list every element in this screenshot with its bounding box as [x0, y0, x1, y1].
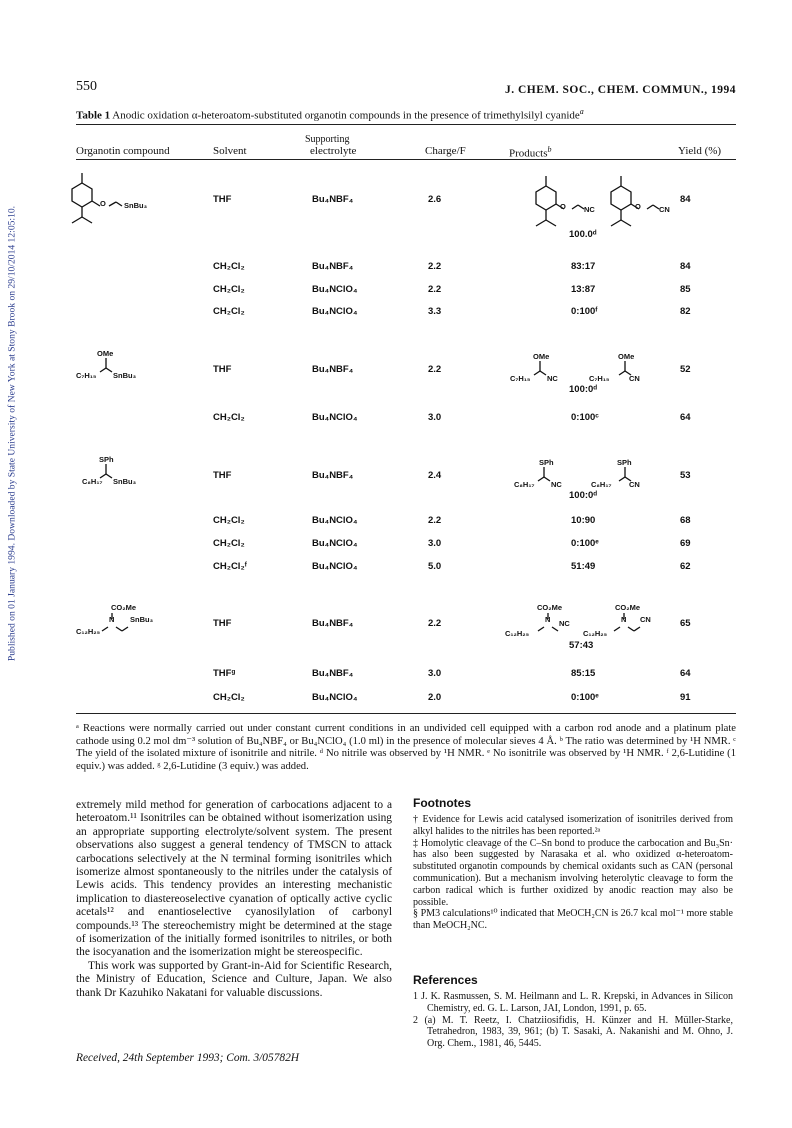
row-charge: 3.3 [428, 306, 442, 317]
s2-ome: OMe [97, 349, 114, 358]
row-electrolyte: Bu₄NClO₄ [312, 692, 358, 703]
s1-oxygen: O [100, 199, 106, 208]
footnote-item: ‡ Homolytic cleavage of the C–Sn bond to produce the carbocation and Bu₃Sn· has also been suggested by Narasaka et al. who oxidized α-heteroatom-substituted organotin compounds by chemical oxidants such as CAN (personal communication). But a mechanism involving heterolytic cleavage to form the carbon radical which is further oxidized by anodic reaction may also be possible. [413, 837, 733, 908]
s2-isonitrile-label: NC [547, 374, 558, 383]
s4-product2-nitrogen: N [621, 615, 627, 624]
header-solvent: Solvent [213, 145, 247, 157]
acknowledgement-paragraph: This work was supported by Grant-in-Aid for Scientific Research, the Ministry of Education, Science and Culture, Japan. We also thank Dr Kazuhiko Nakatani for valuable discussions. [76, 959, 392, 999]
s3-product-sph: SPh [539, 458, 554, 467]
row-yield: 64 [680, 412, 691, 423]
s2-product-alkyl: C₇H₁₅ [510, 374, 531, 383]
row-solvent: THF [213, 194, 232, 205]
page-number: 550 [76, 79, 97, 94]
row-solvent: CH₂Cl₂ [213, 538, 245, 549]
row-charge: 2.4 [428, 470, 442, 481]
row-yield: 64 [680, 668, 691, 679]
s4-alkyl: C₁₂H₂₅ [76, 627, 101, 636]
row-charge: 2.2 [428, 618, 442, 629]
row-yield: 84 [680, 194, 691, 205]
s3-sph: SPh [99, 455, 114, 464]
s1-isonitrile-label: NC [584, 205, 595, 214]
s2-product-ome: OMe [533, 352, 550, 361]
s2-product2-ome: OMe [618, 352, 635, 361]
row-electrolyte: Bu₄NClO₄ [312, 538, 358, 549]
s1-product-oxygen: O [560, 202, 566, 211]
row-products: 0:100ᶠ [571, 306, 598, 317]
row-products: 0:100ᶜ [571, 412, 599, 423]
row-charge: 3.0 [428, 538, 442, 549]
journal-running-head: J. CHEM. SOC., CHEM. COMMUN., 1994 [504, 84, 736, 96]
row-yield: 62 [680, 561, 691, 572]
reference-item: 2 (a) M. T. Reetz, I. Chatziiosifidis, H. Künzer and H. Müller-Starke, Tetrahedron, 1983, 39, 961; (b) T. Sasaki, A. Nakanishi and M. Ohno, J. Org. Chem., 1981, 46, 5445. [413, 1014, 733, 1050]
row-solvent: CH₂Cl₂ [213, 515, 245, 526]
table-footnote: ᵃ Reactions were normally carried out under constant current conditions in an undivided cell equipped with a carbon rod anode and a platinum plate cathode using 0.2 mol dm⁻³ solution of Bu₄NBF₄ or Bu₄NClO₄ (1.0 ml) in the presence of molecular sieves 4 Å. ᵇ The ratio was determined by ¹H NMR. ᶜ The yield of the isolated mixture of isonitrile and nitrile. ᵈ No nitrile was observed by ¹H NMR. ᵉ No isonitrile was observed by ¹H NMR. ᶠ 2,6-Lutidine (1 equiv.) was added. ᵍ 2,6-Lutidine (3 equiv.) was added. [76, 723, 736, 772]
row-yield: 65 [680, 618, 691, 629]
row-charge: 5.0 [428, 561, 442, 572]
row-charge: 3.0 [428, 668, 442, 679]
references-list [413, 991, 733, 1050]
table-caption [76, 107, 584, 122]
header-products-sup: b [547, 145, 552, 154]
s4-nitrogen: N [109, 615, 115, 624]
row-yield: 52 [680, 364, 691, 375]
table-top-rule [76, 124, 736, 125]
row-yield: 85 [680, 284, 691, 295]
structure-menthyl-nitrile [603, 172, 693, 242]
row-solvent: CH₂Cl₂ [213, 692, 245, 703]
s3-tin: SnBu₃ [113, 477, 137, 486]
row-charge: 3.0 [428, 412, 442, 423]
row-solvent: THF [213, 618, 232, 629]
row-electrolyte: Bu₄NBF₄ [312, 618, 354, 629]
row-products: 100.0ᵈ [569, 229, 597, 240]
table-caption-sup: a [579, 107, 584, 116]
s2-product2-alkyl: C₇H₁₅ [589, 374, 610, 383]
row-solvent: THFᵍ [213, 668, 236, 679]
s3-isonitrile-label: NC [551, 480, 562, 489]
row-products: 0:100ᵉ [571, 692, 599, 703]
row-solvent: CH₂Cl₂ [213, 412, 245, 423]
reference-item: 1 J. K. Rasmussen, S. M. Heilmann and L. R. Krepski, in Advances in Silicon Chemistry, ed. G. L. Larson, JAI, London, 1991, p. 65. [413, 991, 733, 1014]
row-products: 85:15 [571, 668, 596, 679]
row-yield: 82 [680, 306, 691, 317]
row-electrolyte: Bu₄NClO₄ [312, 561, 358, 572]
s4-nitrile-label: CN [640, 615, 651, 624]
s1-product2-oxygen: O [635, 202, 641, 211]
row-electrolyte: Bu₄NBF₄ [312, 261, 354, 272]
footnote-item: † Evidence for Lewis acid catalysed isomerization of isonitriles derived from alkyl halides to the nitriles has been reported.²ᵃ [413, 814, 733, 837]
s4-product2-co2me: CO₂Me [615, 603, 641, 612]
footnotes-heading: Footnotes [413, 796, 471, 810]
row-yield: 68 [680, 515, 691, 526]
row-solvent: CH₂Cl₂ᶠ [213, 561, 247, 572]
row-charge: 2.0 [428, 692, 442, 703]
row-products: 51:49 [571, 561, 596, 572]
s4-product-co2me: CO₂Me [537, 603, 563, 612]
row-electrolyte: Bu₄NBF₄ [312, 364, 354, 375]
table-header-rule [76, 159, 736, 160]
row-products: 0:100ᵉ [571, 538, 599, 549]
row-charge: 2.2 [428, 364, 442, 375]
row-products: 10:90 [571, 515, 596, 526]
s2-tin: SnBu₃ [113, 371, 137, 380]
footnote-item: § PM3 calculations¹⁰ indicated that MeOCH₂CN is 26.7 kcal mol⁻¹ more stable than MeOCH₂NC. [413, 908, 733, 932]
s3-alkyl: C₈H₁₇ [82, 477, 103, 486]
row-yield: 53 [680, 470, 691, 481]
s3-product-alkyl: C₈H₁₇ [514, 480, 535, 489]
received-line: Received, 24th September 1993; Com. 3/05782H [76, 1052, 300, 1064]
row-electrolyte: Bu₄NBF₄ [312, 470, 354, 481]
s4-isonitrile-label: NC [559, 619, 570, 628]
body-text [76, 799, 392, 1000]
row-solvent: CH₂Cl₂ [213, 284, 245, 295]
row-solvent: THF [213, 470, 232, 481]
s2-alkyl: C₇H₁₅ [76, 371, 97, 380]
s4-co2me: CO₂Me [111, 603, 137, 612]
row-products: 57:43 [569, 640, 594, 651]
row-yield: 69 [680, 538, 691, 549]
s3-product2-alkyl: C₈H₁₇ [591, 480, 612, 489]
download-watermark: Published on 01 January 1994. Downloaded by State University of New York at Stony Brook on 29/10/2014 12:05:10. [6, 205, 18, 662]
header-compound: Organotin compound [76, 145, 170, 157]
row-electrolyte: Bu₄NClO₄ [312, 515, 358, 526]
table-caption-label: Table 1 [76, 109, 111, 122]
table-caption-text: Anodic oxidation α-heteroatom-substituted organotin compounds in the presence of trimethylsilyl cyanide [112, 109, 580, 122]
s3-nitrile-label: CN [629, 480, 640, 489]
row-charge: 2.2 [428, 284, 442, 295]
row-yield: 84 [680, 261, 691, 272]
header-products-text: Products [509, 147, 548, 160]
header-yield: Yield (%) [678, 145, 722, 157]
s4-product-alkyl: C₁₂H₂₅ [505, 629, 530, 638]
row-electrolyte: Bu₄NClO₄ [312, 306, 358, 317]
header-electrolyte: electrolyte [310, 145, 357, 157]
row-electrolyte: Bu₄NClO₄ [312, 412, 358, 423]
row-products: 13:87 [571, 284, 596, 295]
row-yield: 91 [680, 692, 691, 703]
row-charge: 2.2 [428, 515, 442, 526]
header-charge: Charge/F [425, 145, 466, 157]
row-electrolyte: Bu₄NBF₄ [312, 668, 354, 679]
row-products: 100:0ᵈ [569, 384, 598, 395]
row-products: 100:0ᵈ [569, 490, 598, 501]
s4-tin: SnBu₃ [130, 615, 154, 624]
s2-nitrile-label: CN [629, 374, 640, 383]
s4-product-nitrogen: N [545, 615, 551, 624]
row-electrolyte: Bu₄NBF₄ [312, 194, 354, 205]
row-charge: 2.2 [428, 261, 442, 272]
header-electrolyte-top: Supporting [305, 134, 350, 145]
footnotes-list [413, 814, 733, 932]
s3-product2-sph: SPh [617, 458, 632, 467]
row-products: 83:17 [571, 261, 596, 272]
references-heading: References [413, 973, 478, 987]
s1-nitrile-label: CN [659, 205, 670, 214]
row-solvent: CH₂Cl₂ [213, 306, 245, 317]
row-solvent: CH₂Cl₂ [213, 261, 245, 272]
s1-tin: SnBu₃ [124, 201, 148, 210]
table-bottom-rule [76, 713, 736, 714]
row-charge: 2.6 [428, 194, 442, 205]
row-solvent: THF [213, 364, 232, 375]
body-paragraph: extremely mild method for generation of carbocations adjacent to a heteroatom.¹¹ Isonitriles can be obtained without isomerization using an appropriate supporting electrolyte/solvent system. The present observations also suggest a general tendency of TMSCN to attack carbocations selectively at the N terminal forming isonitriles which isomerize almost spontaneously to the nitriles under the catalysis of Lewis acids. This tendency provides an interesting mechanistic implication to diastereoselective cyanation of optically active cyclic acetals¹² and enantioselective cyanosilylation of carbonyl compounds.¹³ The stereochemistry might be determined at the stage of isomerization of the initially formed isonitriles to nitriles, or both the isocyanation and the isomerization might be stereospecific. [76, 799, 392, 959]
s4-product2-alkyl: C₁₂H₂₅ [583, 629, 608, 638]
header-products [509, 145, 552, 160]
row-electrolyte: Bu₄NClO₄ [312, 284, 358, 295]
